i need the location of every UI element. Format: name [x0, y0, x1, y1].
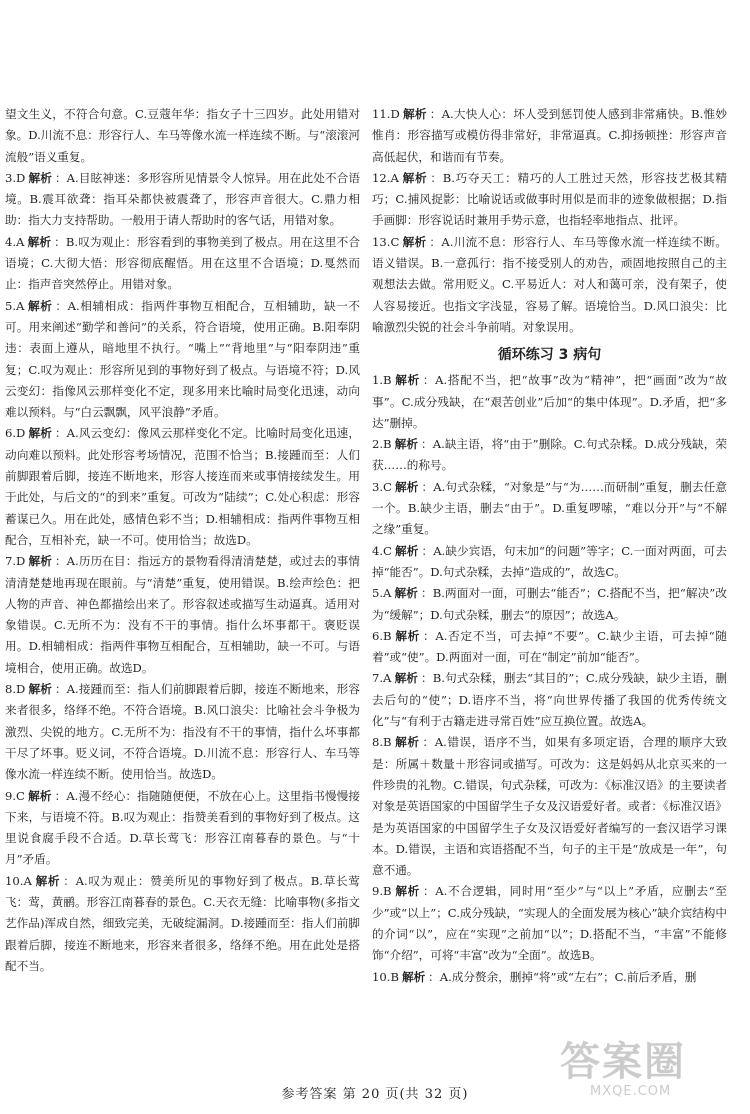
analysis-text: A.搭配不当，把“故事”改为“精神”，把“画面”改为“故事”。C.成分残缺，在“艰苦创业”后加“的集中体现”。D.矛盾，把“多达”删掉。	[372, 373, 727, 430]
answer-item: 4.A 解析 ：B.叹为观止：形容看到的事物美到了极点。用在这里不合语境；C.大彻大悟：形容彻底醒悟。用在这里不合语境；D.戛然而止：指声音突然停止。用错对象。	[5, 234, 360, 292]
analysis-label: 解析	[27, 298, 53, 313]
answer-number: 6.B	[372, 628, 392, 643]
analysis-text: A.接踵而至：指人们前脚跟着后脚，接连不断地来，形容来者很多，络绎不绝。不符合语境。B.风口浪尖：比喻社会斗争极为激烈、尖锐的地方。C.无所不为：指没有不干的事情，指什么坏事都干尽了坏事。贬义词，不符合语境。D.川流不息：形容行人、车马等像水流一样连续不断。使用恰当。故选D。	[5, 682, 360, 782]
answer-item: 10.A 解析 ：A.叹为观止：赞美所见的事物好到了极点。B.草长莺飞：莺，黄鹂。形容江南暮春的景色。C.天衣无缝：比喻事物(多指文艺作品)浑成自然，细致完美，无破绽漏洞。D.接踵而至：指人们前脚跟着后脚，接连不断地来，形容来者很多，络绎不绝。用在此处是搭配不当。	[5, 873, 360, 973]
answer-item: 10.B 解析 ：A.成分赘余，删掉“将”或“左右”；C.前后矛盾，删	[372, 969, 697, 984]
answer-number: 7.A	[372, 671, 392, 686]
analysis-label: 解析	[394, 735, 420, 750]
analysis-label: 解析	[394, 671, 419, 686]
answer-number: 5.A	[372, 586, 392, 601]
answer-number: 4.A	[5, 234, 25, 249]
analysis-label: 解析	[394, 628, 421, 643]
idiom-answers-continued	[372, 104, 727, 338]
analysis-text: A.目眩神迷：多形容所见情景令人惊异。用在此处不合语境。B.震耳欲聋：指耳朵都快被震聋了，形容声音很大。C.鼎力相助：指大力支持帮助。一般用于请人帮助时的客气话，用错对象。	[5, 170, 360, 228]
answer-item: 2.B 解析 ：A.缺主语，将“由于”删除。C.句式杂糅。D.成分残缺，荣获……的称号。	[372, 437, 727, 473]
answer-number: 11.D	[372, 107, 400, 121]
answer-number: 8.D	[5, 682, 26, 697]
analysis-text: A.风云变幻：像风云那样变化不定。比喻时局变化迅速，动向难以预料。此处形容考场情况，范围不恰当；B.接踵而至：人们前脚跟着后脚，接连不断地来，形容人接连而来或事情接续发生。用于此处，与后文的“的到来”重复。可改为“陆续”；C.处心积虑：形容蓄谋已久。用在此处，感情色彩不当；D.相辅相成：指两件事物互相配合，互相补充，缺一不可。使用恰当；故选D。	[5, 426, 360, 547]
answer-number: 3.D	[5, 170, 26, 185]
answer-item: 12.A 解析 ：B.巧夺天工：精巧的人工胜过天然，形容技艺极其精巧；C.捕风捉影：比喻说话或做事时用似是而非的迹象做根据；D.指手画脚：形容说话时兼用手势示意，也指轻率地指点、批评。	[372, 170, 727, 228]
analysis-text: A.叹为观止：赞美所见的事物好到了极点。B.草长莺飞：莺，黄鹂。形容江南暮春的景色。C.天衣无缝：比喻事物(多指文艺作品)浑成自然，细致完美，无破绽漏洞。D.接踵而至：指人们前脚跟着后脚，接连不断地来，形容来者很多，络绎不绝。用在此处是搭配不当。	[5, 873, 360, 973]
answer-item: 9.B 解析 ：A.不合逻辑，同时用“至少”与“以上”矛盾，应删去“至少”或“以上”；C.成分残缺，“实现人的全面发展为核心”缺介宾结构中的介词“以”，应在“实现”之前加“以”；D.搭配不当，“丰富”不能修饰“介绍”，可将“丰富”改为“全面”。故选B。	[372, 884, 727, 963]
answer-number: 10.B	[372, 969, 399, 984]
watermark-url: MXQE.COM	[590, 1084, 672, 1099]
analysis-text: A.历历在目：指远方的景物看得清清楚楚，或过去的事情清清楚楚地再现在眼前。与“清楚”重复，使用错误。B.绘声绘色：把人物的声音、神色都描绘出来了。形容叙述或描写生动逼真。适用对象错误。C.无所不为：没有不干的事情。指什么坏事都干。褒贬误用。D.相辅相成：指两件事物互相配合，互相辅助，缺一不可。与语境相合，使用正确。故选D。	[5, 554, 360, 675]
answer-number: 5.A	[5, 298, 25, 313]
analysis-label: 解析	[394, 586, 418, 601]
analysis-text: A.缺少宾语，句末加“的问题”等字；C.一面对两面，可去掉“能否”。D.句式杂糅，去掉“造成的”，故选C。	[372, 543, 727, 579]
analysis-label: 解析	[394, 884, 420, 899]
section-title: 循环练习 3 病句	[497, 347, 602, 364]
answer-number: 12.A	[372, 170, 399, 185]
answer-number: 9.B	[372, 884, 392, 899]
answer-number: 6.D	[5, 426, 26, 441]
analysis-text: A.川流不息：形容行人、车马等像水流一样连续不断。语义错误。B.一意孤行：指不接受别人的劝告，顽固地按照自己的主观想法去做。常用贬义。C.平易近人：对人和蔼可亲，没有架子，使人容易接近。也指文字浅显，容易了解。语境恰当。D.风口浪尖：比喻激烈尖锐的社会斗争前哨。对象误用。	[372, 234, 727, 334]
answer-item: 6.B 解析 ：A.否定不当，可去掉“不要”。C.缺少主语，可去掉“随着”或“使”。D.两面对一面，可在“制定”前加“能否”。	[372, 628, 727, 665]
analysis-text: B.句式杂糅，删去“其目的”；C.成分残缺，缺少主语，删去后句的“使”；D.语序不当，将“向世界传播了我国的优秀传统文化”与“有利于古籍走进寻常百姓”应互换位置。故选A。	[372, 671, 727, 729]
analysis-label: 解析	[28, 554, 52, 569]
analysis-label: 解析	[394, 479, 419, 494]
sentence-error-answers	[372, 370, 727, 988]
answer-item: 8.B 解析 ：A.错误，语序不当，如果有多项定语，合理的顺序大致是：所属＋数量＋形容词或描写。可改为：这是妈妈从北京买来的一件珍贵的礼物。C.错误，句式杂糅，可改为：《标准汉语》的主要读者对象是英语国家的中国留学生子女及汉语爱好者。或者：《标准汉语》是为英语国家的中国留学生子女及汉语爱好者编写的一套汉语学习课本。D.错误，主语和宾语搭配不当，句子的主干是“放成是一年”，句意不通。	[372, 735, 727, 878]
analysis-label: 解析	[401, 969, 426, 984]
analysis-label: 解析	[394, 543, 419, 558]
analysis-label: 解析	[28, 426, 52, 441]
analysis-label: 解析	[34, 873, 61, 888]
analysis-label: 解析	[28, 170, 52, 185]
analysis-label: 解析	[401, 170, 428, 185]
analysis-text: B.两面对一面，可删去“能否”；C.搭配不当，把“解决”改为“缓解”；D.句式杂糅，删去“的原因”；故选A。	[372, 586, 727, 622]
right-column	[372, 104, 727, 988]
analysis-text: 望文生义，不符合句意。C.豆蔻年华：指女子十三四岁。此处用错对象。D.川流不息：形容行人、车马等像水流一样连续不断。与“滚滚河流般”语义重复。	[5, 107, 360, 164]
analysis-text: A.大快人心：坏人受到惩罚使人感到非常痛快。B.惟妙惟肖：形容描写或模仿得非常好，非常逼真。C.抑扬顿挫：形容声音高低起伏，和谐而有节奏。	[372, 107, 727, 164]
analysis-text: A.句式杂糅，“对象是”与“为……而研制”重复，删去任意一个。B.缺少主语，删去“由于”。D.重复啰嗦，“难以分开”与“不解之缘”重复。	[372, 479, 727, 537]
answer-number: 4.C	[372, 543, 392, 558]
analysis-label: 解析	[402, 234, 427, 249]
analysis-text: A.漫不经心：指随随便便，不放在心上。这里指书慢慢接下来，与语境不符。B.叹为观止：指赞美看到的事物好到了极点。这里说食腐手段不合适。D.草长莺飞：形容江南暮春的景色。与“十月”矛盾。	[5, 788, 360, 867]
watermark-text: 答案圈	[560, 1039, 686, 1085]
analysis-label: 解析	[394, 373, 420, 388]
answer-number: 1.B	[372, 373, 392, 388]
analysis-text: A.成分赘余，删掉“将”或“左右”；C.前后矛盾，删	[439, 969, 697, 984]
answer-item: 1.B 解析 ：A.搭配不当，把“故事”改为“精神”，把“画面”改为“故事”。C.成分残缺，在“艰苦创业”后加“的集中体现”。D.矛盾，把“多达”删掉。	[372, 373, 727, 430]
answer-item: 3.D 解析 ：A.目眩神迷：多形容所见情景令人惊异。用在此处不合语境。B.震耳欲聋：指耳朵都快被震聋了，形容声音很大。C.鼎力相助：指大力支持帮助。一般用于请人帮助时的客气话，用错对象。	[5, 170, 360, 228]
answer-number: 8.B	[372, 735, 392, 750]
answer-item: 4.C 解析 ：A.缺少宾语，句末加“的问题”等字；C.一面对两面，可去掉“能否”。D.句式杂糅，去掉“造成的”，故选C。	[372, 543, 727, 579]
answer-item: 3.C 解析 ：A.句式杂糅，“对象是”与“为……而研制”重复，删去任意一个。B.缺少主语，删去“由于”。D.重复啰嗦，“难以分开”与“不解之缘”重复。	[372, 479, 727, 537]
answer-item: 9.C 解析 ：A.漫不经心：指随随便便，不放在心上。这里指书慢慢接下来，与语境不符。B.叹为观止：指赞美看到的事物好到了极点。这里说食腐手段不合适。D.草长莺飞：形容江南暮春的景色。与“十月”矛盾。	[5, 788, 360, 867]
analysis-label: 解析	[402, 107, 427, 121]
analysis-text: A.不合逻辑，同时用“至少”与“以上”矛盾，应删去“至少”或“以上”；C.成分残缺，“实现人的全面发展为核心”缺介宾结构中的介词“以”，应在“实现”之前加“以”；D.搭配不当，“丰富”不能修饰“介绍”，可将“丰富”改为“全面”。故选B。	[372, 884, 727, 963]
answer-number: 3.C	[372, 479, 392, 494]
answer-item: 5.A 解析 ：A.相辅相成：指两件事物互相配合，互相辅助，缺一不可。用来阐述“勤学和善问”的关系，符合语境，使用正确。B.阳奉阴违：表面上遵从，暗地里不执行。“嘴上”“背地里”与“阳奉阴违”重复；C.叹为观止：形容所见到的事物好到了极点。与语境不符；D.风云变幻：指像风云那样变化不定，现多用来比喻时局变化迅速，动向难以预料。与“白云飘飘，风平浪静”矛盾。	[5, 298, 360, 420]
answer-item: 5.A 解析 ：B.两面对一面，可删去“能否”；C.搭配不当，把“解决”改为“缓解”；D.句式杂糅，删去“的原因”；故选A。	[372, 586, 727, 622]
answer-item: 8.D 解析 ：A.接踵而至：指人们前脚跟着后脚，接连不断地来，形容来者很多，络绎不绝。不符合语境。B.风口浪尖：比喻社会斗争极为激烈、尖锐的地方。C.无所不为：指没有不干的事情，指什么坏事都干尽了坏事。贬义词，不符合语境。D.川流不息：形容行人、车马等像水流一样连续不断。使用恰当。故选D。	[5, 682, 360, 782]
answer-item: 7.D 解析 ：A.历历在目：指远方的景物看得清清楚楚，或过去的事情清清楚楚地再现在眼前。与“清楚”重复，使用错误。B.绘声绘色：把人物的声音、神色都描绘出来了。形容叙述或描写生动逼真。适用对象错误。C.无所不为：没有不干的事情。指什么坏事都干。褒贬误用。D.相辅相成：指两件事物互相配合，互相辅助，缺一不可。与语境相合，使用正确。故选D。	[5, 554, 360, 675]
left-column	[5, 104, 360, 977]
analysis-text: B.叹为观止：形容看到的事物美到了极点。用在这里不合语境；C.大彻大悟：形容彻底醒悟。用在这里不合语境；D.戛然而止：指声音突然停止。用错对象。	[5, 234, 360, 292]
answer-item: 7.A 解析 ：B.句式杂糅，删去“其目的”；C.成分残缺，缺少主语，删去后句的“使”；D.语序不当，将“向世界传播了我国的优秀传统文化”与“有利于古籍走进寻常百姓”应互换位置。故选A。	[372, 671, 727, 729]
analysis-text: B.巧夺天工：精巧的人工胜过天然，形容技艺极其精巧；C.捕风捉影：比喻说话或做事时用似是而非的迹象做根据；D.指手画脚：形容说话时兼用手势示意，也指轻率地指点、批评。	[372, 170, 727, 228]
answer-item: 6.D 解析 ：A.风云变幻：像风云那样变化不定。比喻时局变化迅速，动向难以预料。此处形容考场情况，范围不恰当；B.接踵而至：人们前脚跟着后脚，接连不断地来，形容人接连而来或事情接续发生。用于此处，与后文的“的到来”重复。可改为“陆续”；C.处心积虑：形容蓄谋已久。用在此处，感情色彩不当；D.相辅相成：指两件事物互相配合，互相补充，缺一不可。使用恰当；故选D。	[5, 426, 360, 547]
analysis-label: 解析	[27, 788, 52, 803]
analysis-label: 解析	[394, 437, 419, 452]
analysis-label: 解析	[27, 234, 52, 249]
analysis-text: A.相辅相成：指两件事物互相配合，互相辅助，缺一不可。用来阐述“勤学和善问”的关系，符合语境，使用正确。B.阳奉阴违：表面上遵从，暗地里不执行。“嘴上”“背地里”与“阳奉阴违”重复；C.叹为观止：形容所见到的事物好到了极点。与语境不符；D.风云变幻：指像风云那样变化不定，现多用来比喻时局变化迅速，动向难以预料。与“白云飘飘，风平浪静”矛盾。	[5, 298, 360, 420]
answer-item: 11.D 解析 ：A.大快人心：坏人受到惩罚使人感到非常痛快。B.惟妙惟肖：形容描写或模仿得非常好，非常逼真。C.抑扬顿挫：形容声音高低起伏，和谐而有节奏。	[372, 107, 727, 164]
page-footer: 参考答案 第 20 页(共 32 页)	[281, 1087, 469, 1102]
analysis-text: A.否定不当，可去掉“不要”。C.缺少主语，可去掉“随着”或“使”。D.两面对一面，可在“制定”前加“能否”。	[372, 628, 727, 665]
answer-number: 10.A	[5, 873, 32, 888]
answer-number: 9.C	[5, 788, 25, 803]
answer-item: 13.C 解析 ：A.川流不息：形容行人、车马等像水流一样连续不断。语义错误。B.一意孤行：指不接受别人的劝告，顽固地按照自己的主观想法去做。常用贬义。C.平易近人：对人和蔼可亲，没有架子，使人容易接近。也指文字浅显，容易了解。语境恰当。D.风口浪尖：比喻激烈尖锐的社会斗争前哨。对象误用。	[372, 234, 727, 334]
answer-number: 2.B	[372, 437, 392, 452]
watermark-logo	[560, 1040, 745, 1110]
answer-number: 7.D	[5, 554, 26, 569]
analysis-label: 解析	[28, 682, 52, 697]
answer-item	[5, 104, 360, 168]
answer-number: 13.C	[372, 234, 400, 249]
analysis-text: A.错误，语序不当，如果有多项定语，合理的顺序大致是：所属＋数量＋形容词或描写。可改为：这是妈妈从北京买来的一件珍贵的礼物。C.错误，句式杂糅，可改为：《标准汉语》的主要读者对象是英语国家的中国留学生子女及汉语爱好者。或者：《标准汉语》是为英语国家的中国留学生子女及汉语爱好者编写的一套汉语学习课本。D.错误，主语和宾语搭配不当，句子的主干是“放成是一年”，句意不通。	[372, 735, 727, 878]
analysis-text: A.缺主语，将“由于”删除。C.句式杂糅。D.成分残缺，荣获……的称号。	[372, 437, 727, 473]
